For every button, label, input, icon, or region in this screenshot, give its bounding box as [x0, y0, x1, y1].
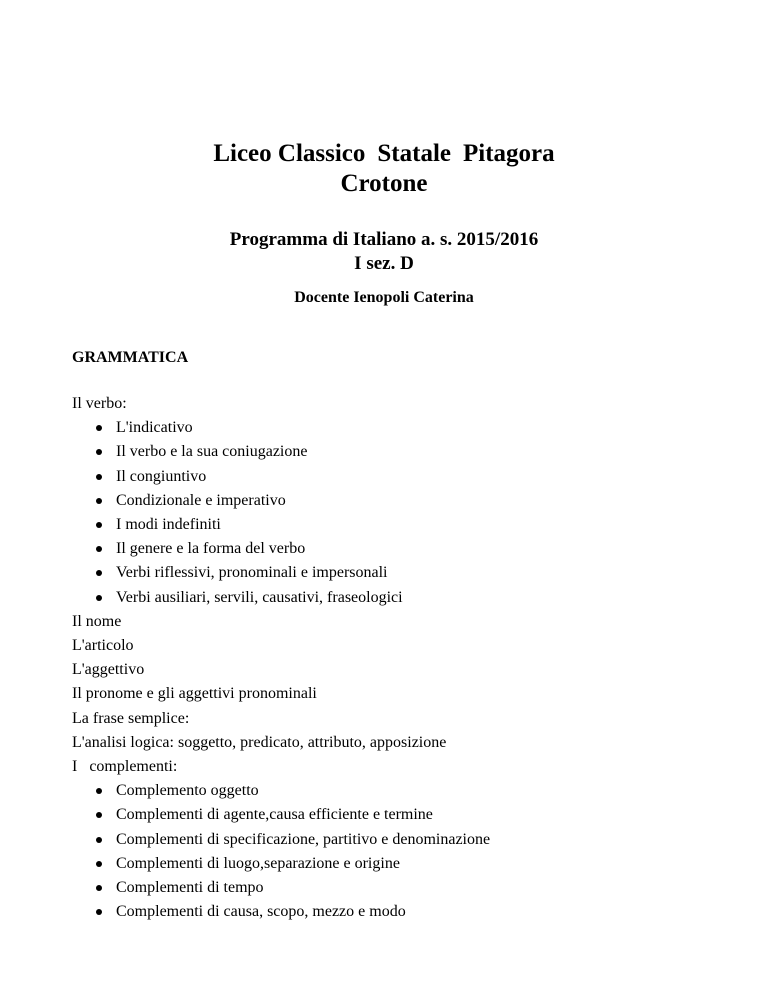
- list-item: [72, 803, 712, 827]
- teacher-heading: [0, 288, 768, 308]
- teacher-name: Docente Ienopoli Caterina: [294, 289, 474, 306]
- school-name-part-1: Liceo Classico: [213, 140, 366, 167]
- list-item: [72, 828, 712, 852]
- topic-line: L'analisi logica: soggetto, predicato, attributo, apposizione: [72, 733, 447, 751]
- verbo-intro: Il verbo:: [72, 395, 127, 412]
- list-item: [72, 416, 712, 440]
- list-item: [72, 561, 712, 585]
- list-item: [72, 440, 712, 464]
- school-name-part-2: Statale: [377, 140, 452, 167]
- list-item-text: Complemento oggetto: [116, 782, 259, 800]
- class-section: I sez. D: [354, 253, 414, 274]
- list-item: [72, 852, 712, 876]
- program-title: Programma di Italiano a. s. 2015/2016: [229, 229, 539, 250]
- list-item-text: Il genere e la forma del verbo: [116, 540, 306, 558]
- program-heading: [0, 228, 768, 276]
- grammatica-content: [72, 392, 712, 924]
- school-name-part-3: Pitagora: [463, 140, 555, 167]
- topic-line: Il pronome e gli aggettivi pronominali: [72, 685, 317, 703]
- list-item-text: Complementi di agente,causa efficiente e termine: [116, 806, 433, 824]
- list-item: [72, 779, 712, 803]
- list-item: [72, 586, 712, 610]
- list-item-text: L'indicativo: [116, 419, 193, 437]
- school-name-line: [0, 139, 768, 169]
- school-city: Crotone: [340, 170, 428, 197]
- list-item: [72, 876, 712, 900]
- list-item-text: Condizionale e imperativo: [116, 491, 286, 509]
- list-item: [72, 489, 712, 513]
- list-item-text: Complementi di causa, scopo, mezzo e modo: [116, 903, 406, 921]
- topic-line: La frase semplice:: [72, 709, 190, 727]
- list-item-text: Il verbo e la sua coniugazione: [116, 443, 308, 461]
- list-item-text: I modi indefiniti: [116, 516, 221, 534]
- list-item-text: Verbi riflessivi, pronominali e impersonali: [116, 564, 388, 582]
- list-item-text: Complementi di specificazione, partitivo e denominazione: [116, 830, 491, 848]
- list-item: [72, 513, 712, 537]
- list-item: [72, 537, 712, 561]
- list-item: [72, 465, 712, 489]
- list-item-text: Il congiuntivo: [116, 467, 207, 485]
- list-item-text: Verbi ausiliari, servili, causativi, fraseologici: [116, 588, 403, 606]
- section-heading-grammatica: GRAMMATICA: [72, 349, 189, 366]
- topic-line: Il nome: [72, 612, 122, 630]
- list-item-text: Complementi di luogo,separazione e origine: [116, 854, 400, 872]
- complementi-intro: I complementi:: [72, 758, 178, 776]
- topic-line: L'aggettivo: [72, 661, 145, 679]
- school-title: [0, 139, 768, 199]
- list-item-text: Complementi di tempo: [116, 879, 264, 897]
- topic-line: L'articolo: [72, 637, 134, 655]
- list-item: [72, 900, 712, 924]
